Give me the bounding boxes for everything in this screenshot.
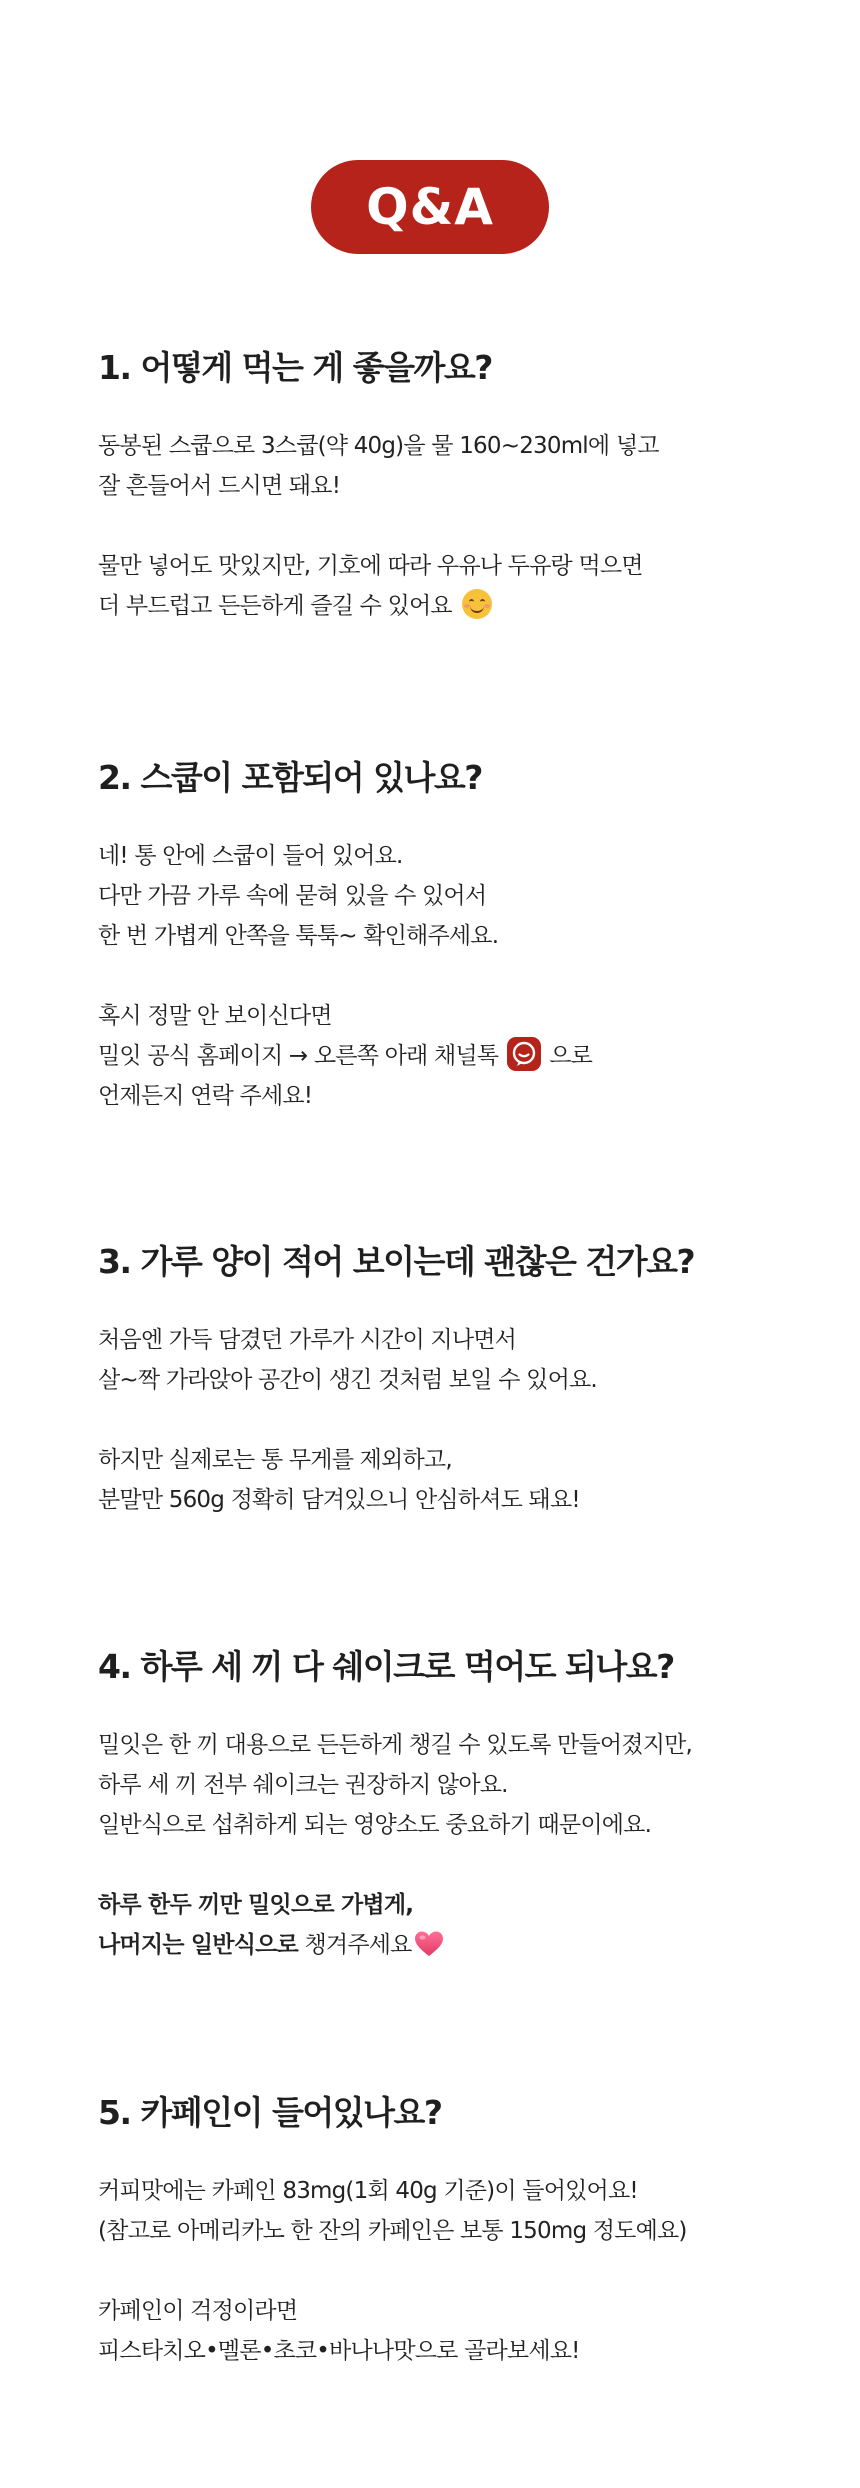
pink-heart-icon bbox=[414, 1930, 444, 1958]
answer-line: 하지만 실제로는 통 무게를 제외하고, bbox=[98, 1447, 452, 1473]
question-title: 2. 스쿱이 포함되어 있나요? bbox=[98, 758, 482, 797]
answer-line: 밀잇은 한 끼 대용으로 든든하게 챙길 수 있도록 만들어졌지만, bbox=[98, 1732, 693, 1758]
answer-line: 분말만 560g 정확히 담겨있으니 안심하셔도 돼요! bbox=[98, 1487, 580, 1513]
qa-item-2 bbox=[98, 756, 798, 1116]
answer-line: 살~짝 가라앉아 공간이 생긴 것처럼 보일 수 있어요. bbox=[98, 1367, 597, 1393]
question-title: 5. 카페인이 들어있나요? bbox=[98, 2093, 442, 2132]
answer-line: 혹시 정말 안 보이신다면 bbox=[98, 1003, 332, 1029]
answer-line: 하루 세 끼 전부 쉐이크는 권장하지 않아요. bbox=[98, 1772, 508, 1798]
answer-line: 일반식으로 섭취하게 되는 영양소도 중요하기 때문이에요. bbox=[98, 1812, 652, 1838]
answer-text bbox=[98, 2171, 798, 2371]
answer-line: 잘 흔들어서 드시면 돼요! bbox=[98, 473, 341, 499]
answer-line: 처음엔 가득 담겼던 가루가 시간이 지나면서 bbox=[98, 1327, 517, 1353]
answer-line: 카페인이 걱정이라면 bbox=[98, 2298, 298, 2324]
answer-line: 피스타치오•멜론•초코•바나나맛으로 골라보세요! bbox=[98, 2338, 580, 2364]
answer-line: 한 번 가볍게 안쪽을 툭툭~ 확인해주세요. bbox=[98, 923, 499, 949]
smiling-face-icon bbox=[462, 589, 492, 619]
answer-line-text: 챙겨주세요 bbox=[304, 1932, 412, 1958]
answer-line-bold: 하루 한두 끼만 밀잇으로 가볍게, bbox=[98, 1892, 414, 1918]
answer-line-bold: 나머지는 일반식으로 bbox=[98, 1932, 298, 1958]
answer-text bbox=[98, 836, 798, 1116]
answer-line: 물만 넣어도 맛있지만, 기호에 따라 우유나 두유랑 먹으면 bbox=[98, 553, 643, 579]
answer-line-with-emoji bbox=[98, 1925, 798, 1965]
answer-line-with-emoji bbox=[98, 586, 798, 626]
qa-item-5 bbox=[98, 2091, 798, 2371]
answer-line: 언제든지 연락 주세요! bbox=[98, 1083, 313, 1109]
answer-line: 동봉된 스쿱으로 3스쿱(약 40g)을 물 160~230ml에 넣고 bbox=[98, 433, 659, 459]
answer-line: 다만 가끔 가루 속에 묻혀 있을 수 있어서 bbox=[98, 883, 487, 909]
qa-item-1 bbox=[98, 346, 798, 626]
answer-line-text: 더 부드럽고 든든하게 즐길 수 있어요 bbox=[98, 593, 452, 619]
answer-text bbox=[98, 1320, 798, 1520]
answer-line: (참고로 아메리카노 한 잔의 카페인은 보통 150mg 정도예요) bbox=[98, 2218, 687, 2244]
answer-line: 네! 통 안에 스쿱이 들어 있어요. bbox=[98, 843, 403, 869]
answer-text bbox=[98, 426, 798, 626]
answer-line-text: 밀잇 공식 홈페이지 → 오른쪽 아래 채널톡 bbox=[98, 1043, 499, 1069]
qa-item-3 bbox=[98, 1240, 798, 1520]
question-title: 1. 어떻게 먹는 게 좋을까요? bbox=[98, 348, 492, 387]
qa-item-4 bbox=[98, 1645, 798, 1965]
answer-line-text: 으로 bbox=[549, 1043, 593, 1069]
answer-line: 커피맛에는 카페인 83mg(1회 40g 기준)이 들어있어요! bbox=[98, 2178, 638, 2204]
qa-badge: Q&A bbox=[311, 160, 549, 254]
question-title: 3. 가루 양이 적어 보이는데 괜찮은 건가요? bbox=[98, 1242, 695, 1281]
answer-text bbox=[98, 1725, 798, 1965]
answer-line-with-icon bbox=[98, 1036, 798, 1076]
question-title: 4. 하루 세 끼 다 쉐이크로 먹어도 되나요? bbox=[98, 1647, 674, 1686]
channel-talk-chat-icon bbox=[507, 1037, 541, 1071]
